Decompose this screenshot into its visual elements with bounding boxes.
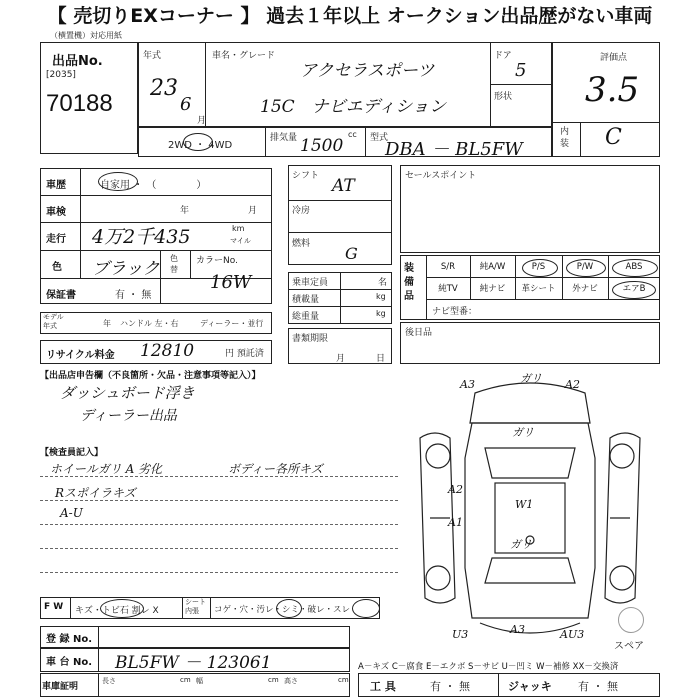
after-items-label: 後日品 <box>405 328 433 338</box>
color-change-label: 色替 <box>170 254 178 274</box>
sales-point-label: セールスポイント <box>405 171 477 181</box>
equip-abs: ABS <box>625 262 643 272</box>
spare-tire-icon <box>618 607 644 633</box>
garage-row <box>40 673 350 697</box>
tools-options: 有 ・ 無 <box>430 680 470 693</box>
damage-mark: A3 <box>510 623 525 636</box>
recycle-value: 12810 <box>140 341 195 361</box>
damage-mark: U3 <box>452 628 469 641</box>
inspector-line-3: A-U <box>60 506 83 520</box>
model-label: 型式 <box>370 133 389 143</box>
equip-airbag: エアB <box>622 284 646 294</box>
navi-model-label: ナビ型番： <box>432 307 478 317</box>
history-label: 車歴 <box>46 180 66 191</box>
drive-label: 2WD ・ 4WD <box>168 140 233 151</box>
chassis-label: 車 台 No. <box>46 657 93 668</box>
damage-mark: A2 <box>448 483 463 496</box>
history-options: 自家用 ・ （ ） <box>100 180 207 191</box>
spare-label: スペア <box>614 641 644 652</box>
recycle-unit: 円 預託済 <box>225 349 264 359</box>
seat-items: コゲ・穴・汚レ・シミ・破レ・スレ <box>214 605 351 615</box>
load-label: 積載量 <box>292 295 320 305</box>
door-label: ドア <box>494 51 512 61</box>
damage-mark: AU3 <box>560 628 585 641</box>
score-value: 3.5 <box>585 70 640 110</box>
recycle-label: リサイクル料金 <box>46 350 115 361</box>
page-banner: 【 売切りEXコーナー 】 過去１年以上 オークション出品歴がない車両 <box>47 5 653 27</box>
handle-label: ハンドル 左・右 <box>120 319 179 328</box>
mileage-unit: km <box>232 224 245 233</box>
equip-leather: 革シート <box>521 284 556 294</box>
registration-label: 登 録 No. <box>46 634 93 645</box>
equip-aw: 純A/W <box>479 262 506 272</box>
warranty-options: 有 ・ 無 <box>115 290 152 301</box>
doc-day: 日 <box>376 354 386 364</box>
damage-mark: A3 <box>460 378 475 391</box>
year-label: 年式 <box>143 51 162 61</box>
tools-label: 工 具 <box>370 680 396 693</box>
name-label: 車名・グレード <box>212 51 276 61</box>
fw-label: F W <box>44 602 64 612</box>
capacity-label: 乗車定員 <box>292 278 329 288</box>
fuel-value: G <box>345 244 358 263</box>
doc-expiry-label: 書類期限 <box>292 334 329 344</box>
lot-code: [2035] <box>46 70 76 80</box>
damage-mark: W1 <box>515 498 534 511</box>
dealer-label: ディーラー・並行 <box>200 319 264 328</box>
capacity-unit: 名 <box>378 278 388 288</box>
displacement-value: 1500 <box>300 136 344 156</box>
inspection-year: 年 <box>180 206 190 216</box>
interior-label: 内装 <box>560 127 570 149</box>
inspector-line-4: ボディー各所キズ <box>228 462 323 476</box>
color-label: 色 <box>52 262 62 273</box>
shift-label: シフト <box>292 171 320 181</box>
ac-label: 冷房 <box>292 206 311 216</box>
inspection-label: 車検 <box>46 207 66 218</box>
inspector-line-1: ホイールガリ A 劣化 <box>50 462 163 476</box>
month-suffix: 月 <box>197 116 207 126</box>
notes-line-1: ダッシュボード浮き <box>60 384 195 402</box>
model-value: DBA － BL5FW <box>385 139 523 160</box>
inspector-line-2: Rスポイラキズ <box>55 486 136 500</box>
equip-ps: P/S <box>531 262 546 272</box>
month-value: 6 <box>180 94 192 115</box>
notes-line-2: ディーラー出品 <box>80 408 177 424</box>
model-year-unit: 年 <box>103 319 111 328</box>
load-unit: kg <box>376 292 386 301</box>
year-value: 23 <box>150 76 178 101</box>
mileage-unit-2: マイル <box>230 237 251 245</box>
dims-unit: cm <box>338 676 349 684</box>
dims-unit: cm <box>268 676 279 684</box>
dims-height: 高さ <box>284 677 298 685</box>
inspection-month: 月 <box>248 206 258 216</box>
score-label: 評価点 <box>600 53 628 63</box>
model-year-label: モデル年式 <box>43 313 64 330</box>
sheet-note: （横置機）対応用紙 <box>50 31 122 40</box>
chassis-value: BL5FW － 123061 <box>115 653 272 673</box>
grade: 15C ナビエディション <box>260 97 446 117</box>
jack-label: ジャッキ <box>508 680 552 693</box>
color-value: ブラック <box>92 259 160 279</box>
equip-pw: P/W <box>576 262 594 272</box>
equip-navi: 純ナビ <box>479 284 506 294</box>
fw-items: キズ・トビ石 割レ X <box>75 606 159 616</box>
dims-unit: cm <box>180 676 191 684</box>
car-name: アクセラスポーツ <box>300 61 435 81</box>
damage-mark: ガリ <box>510 538 532 551</box>
lot-number: 70188 <box>46 90 113 117</box>
dims-width: 幅 <box>196 677 203 685</box>
warranty-label: 保証書 <box>46 290 76 301</box>
garage-label: 車庫証明 <box>42 682 79 692</box>
after-items-box <box>400 322 660 364</box>
color-no-label: カラーNo. <box>196 256 238 266</box>
shift-value: AT <box>332 176 355 196</box>
door-value: 5 <box>515 60 527 81</box>
interior-value: C <box>605 125 622 150</box>
mileage-value: 4万2千435 <box>92 226 191 248</box>
legend: A－キズ C－腐食 E－エクボ S－サビ U－凹ミ W－補修 XX－交換済 <box>358 662 619 672</box>
total-weight-unit: kg <box>376 309 386 318</box>
jack-options: 有 ・ 無 <box>578 680 618 693</box>
damage-mark: A1 <box>448 516 463 529</box>
damage-mark: A2 <box>565 378 580 391</box>
fuel-label: 燃料 <box>292 239 311 249</box>
damage-mark: ガリ <box>512 426 534 439</box>
displacement-label: 排気量 <box>270 133 298 143</box>
equip-tv: 純TV <box>438 284 458 294</box>
shape-label: 形状 <box>494 92 513 102</box>
dims-length: 長さ <box>102 677 116 685</box>
notes-title: 【出品店申告欄（不良箇所・欠品・注意事項等記入）】 <box>40 371 261 381</box>
equipment-label: 装備品 <box>404 263 414 302</box>
equip-ext-navi: 外ナビ <box>572 284 598 294</box>
lot-label: 出品No. <box>52 54 103 69</box>
inspector-title: 【検査員記入】 <box>40 448 104 458</box>
mileage-label: 走行 <box>46 234 66 245</box>
color-no-value: 16W <box>210 272 252 293</box>
damage-mark: ガリ <box>520 372 542 385</box>
seat-label: シート 内張 <box>185 598 206 615</box>
displacement-unit: cc <box>348 130 357 139</box>
doc-month: 月 <box>336 354 346 364</box>
equip-sr: S/R <box>440 262 456 272</box>
total-weight-label: 総重量 <box>292 312 320 322</box>
